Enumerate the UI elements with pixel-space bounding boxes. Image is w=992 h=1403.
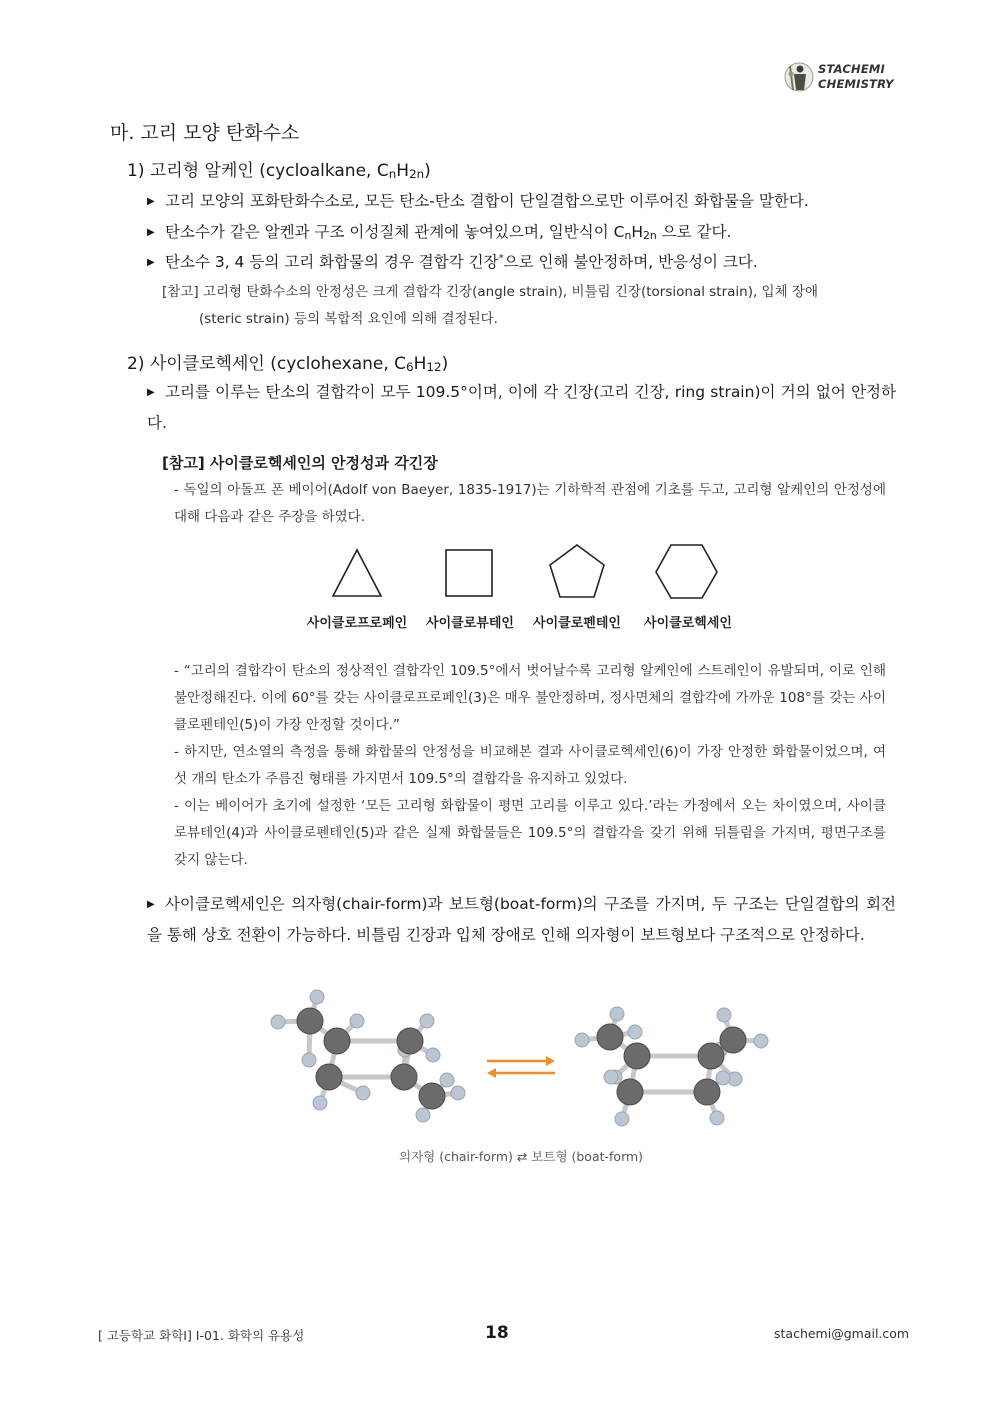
shape-label-cyclopentane: 사이클로펜테인 bbox=[533, 616, 621, 631]
triangle-icon bbox=[333, 550, 381, 596]
subsection-1-heading: 1) 고리형 알케인 (cycloalkane, $C_nH_{2n}$) bbox=[127, 161, 431, 181]
equilibrium-arrows-icon bbox=[487, 1056, 555, 1078]
list-item: ▶ 고리를 이루는 탄소의 결합각이 모두 109.5°이며, 이에 각 긴장(고리 긴장, ring strain)이 거의 없어 안정하다. bbox=[147, 383, 896, 432]
pentagon-icon bbox=[550, 545, 604, 597]
baeyer-quote: - “고리의 결합각이 탄소의 정상적인 결합각인 109.5°에서 벗어날수록 고리형 알케인에 스트레인이 유발되며, 이로 인해 불안정해진다. 이에 60°를 갖는 사이클로프로페인(3)은 매우 불안정하며, 정사면체의 결합각에 가까운 108°를 갖는 사이클로펜테인(5)이 가장 안정할 것이다.” bbox=[174, 663, 886, 733]
list-item: ▶ 사이클로헥세인은 의자형(chair-form)과 보트형(boat-form)의 구조를 가지며, 두 구조는 단일결합의 회전을 통해 상호 전환이 가능하다. 비틀림 긴장과 입체 장애로 인해 의자형이 보트형보다 구조적으로 안정하다. bbox=[147, 895, 896, 944]
hexagon-icon bbox=[656, 545, 717, 598]
chair-boat-molecule-figure bbox=[265, 985, 780, 1135]
footer-course: [ 고등학교 화학Ⅰ] Ⅰ-01. 화학의 유용성 bbox=[98, 1328, 305, 1343]
ring-shapes-figure bbox=[320, 540, 740, 610]
reference-title: [참고] 사이클로헥세인의 안정성과 각긴장 bbox=[162, 454, 438, 472]
list-item: ▶ 탄소수가 같은 알켄과 구조 이성질체 관계에 놓여있으며, 일반식이 $C_nH_{2n}$ 으로 같다. bbox=[147, 223, 732, 242]
footer-email[interactable]: stachemi@gmail.com bbox=[774, 1326, 910, 1341]
shape-label-cyclohexane: 사이클로헥세인 bbox=[644, 616, 732, 631]
subsection-2-heading: 2) 사이클로헥세인 (cyclohexane, $C_6H_{12}$) bbox=[127, 354, 449, 374]
list-item: ▶ 고리 모양의 포화탄화수소로, 모든 탄소-탄소 결합이 단일결합으로만 이루어진 화합물을 말한다. bbox=[147, 192, 809, 210]
reference-point-3: - 이는 베이어가 초기에 설정한 ‘모든 고리형 화합물이 평면 고리를 이루고 있다.’라는 가정에서 오는 차이였으며, 사이클로뷰테인(4)과 사이클로펜테인(5)과 같은 실제 화합물들은 109.5°의 결합각을 갖기 위해 뒤틀림을 가지며, 평면구조를 갖지 않는다. bbox=[174, 798, 886, 868]
logo-line-2: CHEMISTRY bbox=[818, 77, 894, 91]
list-item: ▶ 탄소수 3, 4 등의 고리 화합물의 경우 결합각 긴장*으로 인해 불안정하며, 반응성이 크다. bbox=[147, 252, 758, 271]
reference-point-2: - 하지만, 연소열의 측정을 통해 화합물의 안정성을 비교해본 결과 사이클로헥세인(6)이 가장 안정한 화합물이었으며, 여섯 개의 탄소가 주름진 형태를 가지면서 109.5°의 결합각을 유지하고 있었다. bbox=[174, 744, 886, 787]
logo-line-1: STACHEMI bbox=[818, 62, 886, 76]
shape-label-cyclobutane: 사이클로뷰테인 bbox=[426, 616, 514, 631]
shape-label-cyclopropane: 사이클로프로페인 bbox=[306, 616, 408, 631]
chemist-figure-icon bbox=[784, 60, 814, 94]
page-number: 18 bbox=[485, 1323, 509, 1343]
square-icon bbox=[446, 550, 492, 596]
reference-intro: - 독일의 아돌프 폰 베이어(Adolf von Baeyer, 1835-1917)는 기하학적 관점에 기초를 두고, 고리형 알케인의 안정성에 대해 다음과 같은 주장을 하였다. bbox=[174, 482, 886, 525]
note-line-2: (steric strain) 등의 복합적 요인에 의해 결정된다. bbox=[199, 311, 498, 327]
figure-caption: 의자형 (chair-form) ⇄ 보트형 (boat-form) bbox=[399, 1149, 644, 1164]
note-line-1: [참고] 고리형 탄화수소의 안정성은 크게 결합각 긴장(angle strain), 비틀림 긴장(torsional strain), 입체 장애 bbox=[162, 284, 819, 300]
section-title: 마. 고리 모양 탄화수소 bbox=[110, 122, 300, 144]
brand-logo bbox=[784, 60, 896, 96]
